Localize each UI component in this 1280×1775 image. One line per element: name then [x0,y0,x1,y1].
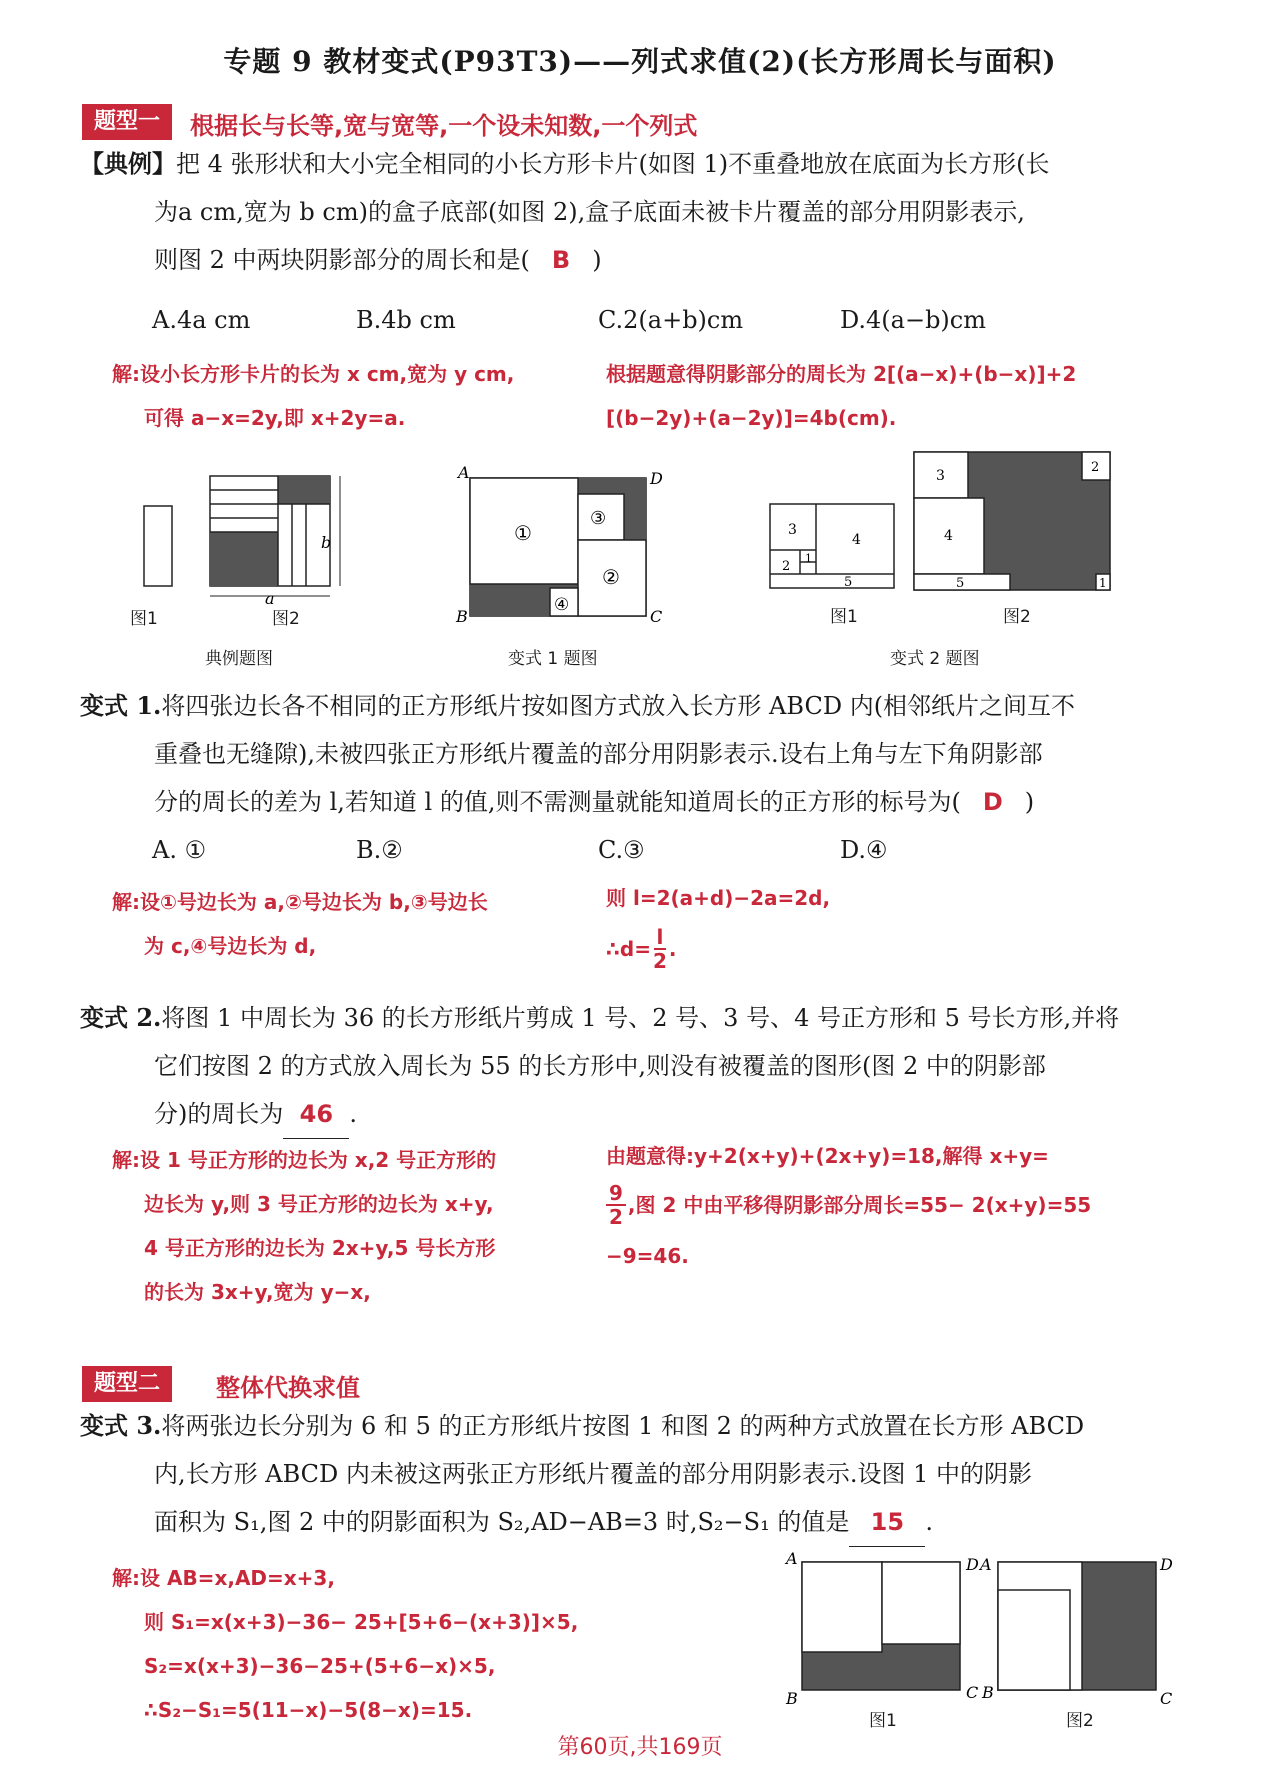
variant3-figures [780,1548,1173,1708]
variant2-figure-caption: 变式 2 题图 [890,649,980,669]
variant2-sol-right-1: 由题意得:y+2(x+y)+(2x+y)=18,解得 x+y= [606,1144,1049,1168]
shade-top-right [278,476,330,504]
example-solution-left [112,352,592,440]
example-answer: B [551,246,571,274]
section-tag-2: 题型二 [82,1366,172,1402]
variant1-sol-left-1: 解:设①号边长为 a,②号边长为 b,③号边长 [112,890,488,914]
variant2-line3: 分)的周长为 [154,1100,284,1128]
variant3-line1: 将两张边长分别为 6 和 5 的正方形纸片按图 1 和图 2 的两种方式放置在长方形 ABCD [161,1412,1085,1440]
variant2-frac-den: 2 [609,1205,623,1229]
example-fig2-caption: 图2 [272,609,300,629]
variant3-sol-1: 解:设 AB=x,AD=x+3, [112,1566,335,1590]
variant1-frac-num: l [654,926,667,950]
variant2-fig2-caption: 图2 [1003,607,1031,627]
variant2-label: 变式 2. [80,1003,162,1032]
variant1-option-d: D.④ [840,836,888,864]
variant1-answer: D [982,788,1003,816]
variant1-sol-left-2: 为 c,④号边长为 d, [144,934,317,958]
example-option-b: B.4b cm [356,306,456,334]
example-option-d: D.4(a−b)cm [840,306,986,334]
example-solution-right [606,352,1206,440]
section-tag-1: 题型一 [82,104,172,140]
corner-c: C [650,607,663,626]
variant2-answer: 46 [283,1090,349,1139]
section-title-1: 根据长与长等,宽与宽等,一个设未知数,一个列式 [190,112,698,140]
v2-fig1-num-5: 5 [844,575,853,590]
variant1-label: 变式 1. [80,691,162,720]
variant3-sol-3: S₂=x(x+3)−36−25+(5+6−x)×5, [144,1654,496,1678]
v2-fig2 [914,452,1110,591]
example-question [80,140,1200,284]
example-figure-caption: 典例题图 [205,649,273,669]
variant3-solution [112,1556,732,1732]
label-circle-1: ① [514,521,532,545]
variant3-period: . [925,1508,933,1536]
variant2-question [80,994,1200,1139]
variant1-sol-right-1: 则 l=2(a+d)−2a=2d, [606,886,831,910]
example-sol-right-1: 根据题意得阴影部分的周长为 2[(a−x)+(b−x)]+2 [606,362,1077,386]
variant1-figure [452,463,672,626]
variant1-sol-right-end: . [668,937,677,961]
variant3-question [80,1402,1200,1547]
v3-fig2-corner-b: B [982,1683,994,1702]
v2-fig2-num-2: 2 [1091,460,1100,475]
example-fig1-caption: 图1 [130,609,158,629]
variant3-line3: 面积为 S₁,图 2 中的阴影面积为 S₂,AD−AB=3 时,S₂−S₁ 的值是 [154,1508,850,1536]
example-sol-left-2: 可得 a−x=2y,即 x+2y=a. [144,406,406,430]
v3-fig2-corner-d: D [1160,1555,1173,1574]
variant2-solution-right [606,1134,1206,1278]
v2-fig1-num-3: 3 [788,522,797,538]
example-line1: 把 4 张形状和大小完全相同的小长方形卡片(如图 1)不重叠地放在底面为长方形(长 [176,150,1050,178]
example-sol-left-1: 解:设小长方形卡片的长为 x cm,宽为 y cm, [112,362,515,386]
variant1-line3: 分的周长的差为 l,若知道 l 的值,则不需测量就能知道周长的正方形的标号为( [154,788,961,816]
variant3-sol-2: 则 S₁=x(x+3)−36− 25+[5+6−(x+3)]×5, [144,1610,579,1634]
corner-d: D [650,469,663,488]
variant2-sol-left-3: 4 号正方形的边长为 2x+y,5 号长方形 [144,1236,496,1260]
variant2-fig1-caption: 图1 [830,607,858,627]
v3-fig1 [802,1562,960,1690]
example-option-c: C.2(a+b)cm [598,306,744,334]
v2-fig1-num-2: 2 [782,559,791,574]
variant2-period: . [349,1100,358,1128]
variant1-paren: ) [1024,788,1035,816]
example-line3: 则图 2 中两块阴影部分的周长和是( [154,246,530,274]
variant2-sol-right-3: −9=46. [606,1244,689,1268]
variant3-line2: 内,长方形 ABCD 内未被这两张正方形纸片覆盖的部分用阴影表示.设图 1 中的阴影 [154,1460,1033,1488]
page-number: 第60页,共169页 [557,1735,723,1760]
variant3-answer: 15 [849,1498,925,1547]
fig1-card [144,506,172,586]
variant1-line2: 重叠也无缝隙),未被四张正方形纸片覆盖的部分用阴影表示.设右上角与左下角阴影部 [154,740,1043,768]
v2-fig1-num-1: 1 [805,552,812,565]
label-circle-3: ③ [590,508,607,529]
variant1-solution-left [112,880,592,968]
v2-fig2-num-1: 1 [1099,576,1107,590]
variant3-sol-4: ∴S₂−S₁=5(11−x)−5(8−x)=15. [144,1698,473,1722]
variant3-label: 变式 3. [80,1411,162,1440]
variant1-line1: 将四张边长各不相同的正方形纸片按如图方式放入长方形 ABCD 内(相邻纸片之间互不 [161,692,1076,720]
corner-b: B [456,607,468,626]
variant1-frac-den: 2 [653,949,667,973]
v2-fig1-num-4: 4 [852,532,861,548]
variant3-fig1-caption: 图1 [869,1711,897,1731]
variant2-sol-right-2: ,图 2 中由平移得阴影部分周长=55− 2(x+y)=55 [627,1193,1092,1217]
v3-fig2 [998,1562,1156,1690]
v2-fig2-num-5: 5 [956,576,965,591]
shade-bottom-left [210,532,278,586]
corner-a: A [458,463,470,482]
variant2-fraction [606,1182,626,1228]
v3-fig1-corner-b: B [786,1689,798,1708]
example-option-a: A.4a cm [152,306,251,334]
variant1-option-a: A. ① [152,836,207,864]
example-sol-right-2: [(b−2y)+(a−2y)]=4b(cm). [606,406,897,430]
v2-fig2-num-3: 3 [936,468,945,484]
variant1-fraction [653,926,667,972]
label-b: b [321,533,332,552]
example-figures [130,466,360,626]
label-a: a [265,589,275,608]
variant2-sol-left-1: 解:设 1 号正方形的边长为 x,2 号正方形的 [112,1148,497,1172]
variant2-frac-num: 9 [606,1182,626,1206]
variant1-question [80,682,1200,826]
v2-fig1 [770,504,894,590]
v3-fig2-corner-c: C [1160,1689,1173,1708]
variant1-option-c: C.③ [598,836,645,864]
label-circle-4: ④ [554,595,570,615]
v3-fig2-corner-a: A [980,1555,992,1574]
variant1-solution-right [606,876,1166,972]
v3-fig1-corner-a: A [786,1549,798,1568]
v3-fig1-corner-d: D [966,1555,979,1574]
variant2-sol-left-4: 的长为 3x+y,宽为 y−x, [144,1280,371,1304]
variant2-line1: 将图 1 中周长为 36 的长方形纸片剪成 1 号、2 号、3 号、4 号正方形和 5 号长方形,并将 [161,1004,1120,1032]
variant1-option-b: B.② [356,836,403,864]
variant2-sol-left-2: 边长为 y,则 3 号正方形的边长为 x+y, [144,1192,494,1216]
variant2-line2: 它们按图 2 的方式放入周长为 55 的长方形中,则没有被覆盖的图形(图 2 中的阴影部 [154,1052,1046,1080]
variant1-figure-caption: 变式 1 题图 [508,649,598,669]
section-title-2: 整体代换求值 [216,1374,360,1402]
v2-fig2-num-4: 4 [944,528,953,544]
variant3-fig2-caption: 图2 [1066,1711,1094,1731]
page-title: 专题 9 教材变式(P93T3)——列式求值(2)(长方形周长与面积) [223,45,1057,78]
example-label: 【典例】 [80,149,176,178]
variant2-solution-left [112,1138,592,1314]
label-circle-2: ② [602,565,620,589]
example-line2: 为a cm,宽为 b cm)的盒子底部(如图 2),盒子底面未被卡片覆盖的部分用阴影表示, [154,198,1025,226]
v3-fig1-corner-c: C [966,1683,979,1702]
example-paren: ) [592,246,602,274]
variant1-sol-right-2: ∴d= [606,937,651,961]
variant2-figures [764,448,1144,608]
